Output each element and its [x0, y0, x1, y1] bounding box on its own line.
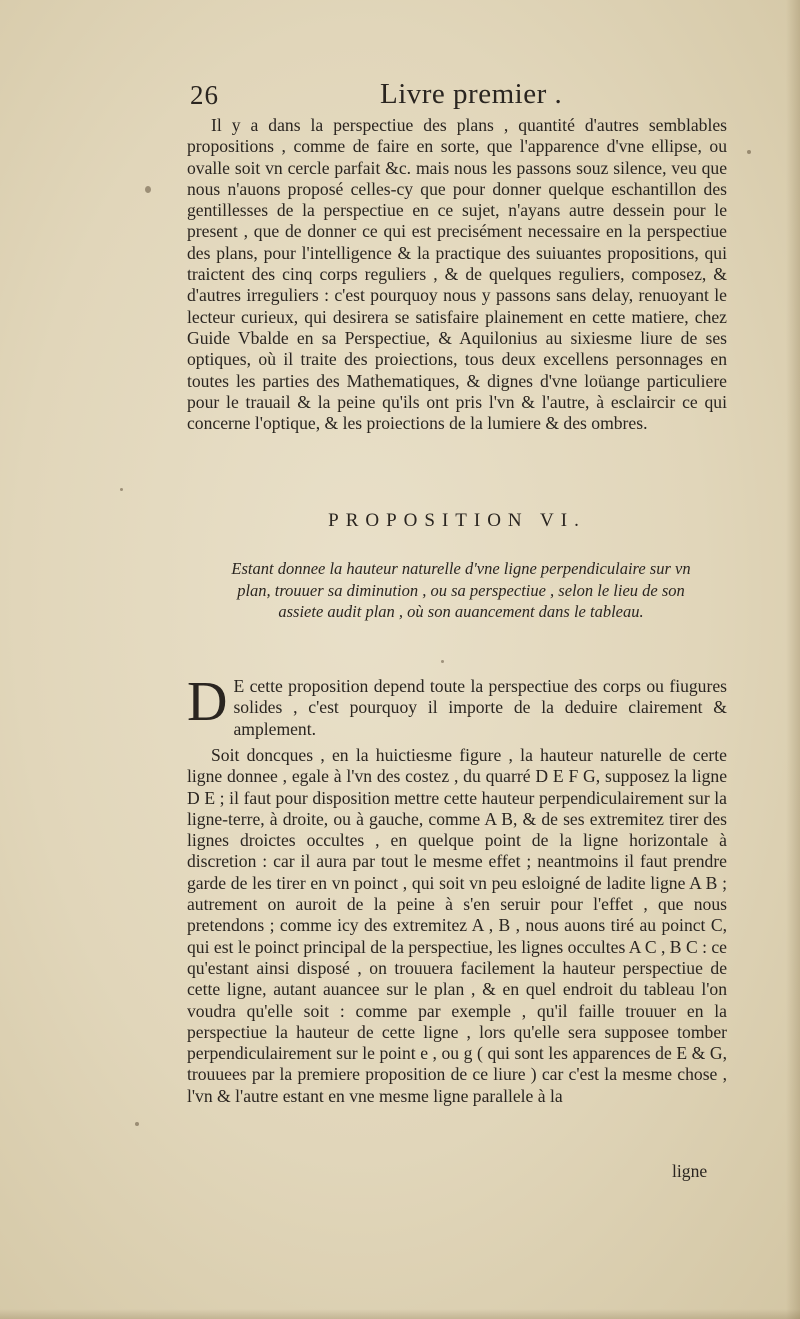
- page-bottom-shadow: [0, 1309, 800, 1319]
- proposition-enunciation: Estant donnee la hauteur naturelle d'vne ligne perpendiculaire sur vn plan, trouuer sa diminution , ou sa perspectiue , selon le lieu de son assiete audit plan , où son auancement dans le tableau.: [231, 559, 691, 621]
- paragraph-body: Il y a dans la perspectiue des plans , quantité d'autres semblables propositions , comme de faire en sorte, que l'apparence d'vne ellipse, ou ovalle soit vn cercle parfait &c. mais nous les passons souz silence, veu que nous n'auons proposé celles-cy que pour donner quelque eschantillon des gentillesses de la perspectiue en ce sujet, n'ayans autre dessein pour le present , que de donner ce qui est precisément necessaire en la perspectiue des plans, pour l'intelligence & la practique des suiuantes propositions, qui traictent des cinq corps reguliers , & de quelques reguliers, composez, & d'autres irreguliers : c'est pourquoy nous y passons sans delay, renuoyant le lecteur curieux, qui desirera se satisfaire plainement en cette matiere, chez Guide Vbalde en sa Perspectiue, & Aquilonius au sixiesme liure de ses optiques, où il traite des proiections, tous deux excellens personnages en toutes les parties des Mathematiques, & dignes d'vne loüange particuliere pour le trauail & la peine qu'ils ont pris l'vn & l'autre, à esclaircir ce qui concerne l'optique, & les proiections de la lumiere & des ombres.: [187, 115, 727, 434]
- catchword: ligne: [672, 1161, 708, 1181]
- paragraph-opening-text: E cette proposition depend toute la perspectiue des corps ou fiugures solides , c'est pourquoy il importe de la deduire clairement & amplement.: [233, 676, 727, 739]
- proposition-heading: PROPOSITION VI.: [328, 510, 586, 531]
- ink-spot: [441, 660, 444, 663]
- running-head: Livre premier .: [380, 78, 563, 110]
- page-edge-shadow: [786, 0, 800, 1319]
- ink-spot: [120, 488, 123, 491]
- paragraph-body: Soit doncques , en la huictiesme figure , la hauteur naturelle de certe ligne donnee , egale à l'vn des costez , du quarré D E F G, supposez la ligne D E ; il faut pour disposition mettre cette hauteur perpendiculairement sur la ligne-terre, à droite, ou à gauche, comme A B, & de ses extremitez tirer des lignes droictes occultes , en quelque point de la ligne horizontale à discretion : car il aura par tout le mesme effet ; neantmoins il faut prendre garde de les tirer en vn poinct , qui soit vn peu esloigné de ladite ligne A B ; autrement on auroit de la peine à s'en seruir pour l'effet , que nous pretendons ; comme icy des extremitez A , B , nous auons tiré au poinct C, qui est le poinct principal de la perspectiue, les lignes occultes A C , B C : ce qu'estant ainsi disposé , on trouuera facilement la hauteur perspectiue de cette ligne, autant auancee sur le plan , & en quel endroit du tableau l'on voudra qu'elle soit : comme par exemple , qu'il faille trouuer en la perspectiue la hauteur de cette ligne , lors qu'elle sera supposee tomber perpendiculairement sur le point e , ou g ( qui sont les apparences de E & G, trouuees par la premiere proposition de ce liure ) car c'est la mesme chose , l'vn & l'autre estant en vne mesme ligne parallele à la: [187, 745, 727, 1106]
- ink-spot: [145, 186, 151, 193]
- paragraph-opening: [187, 671, 727, 740]
- ink-spot: [135, 1122, 139, 1126]
- drop-cap: D: [187, 671, 228, 733]
- ink-spot: [747, 150, 751, 154]
- page-number: 26: [190, 80, 219, 110]
- page-header: [190, 78, 730, 118]
